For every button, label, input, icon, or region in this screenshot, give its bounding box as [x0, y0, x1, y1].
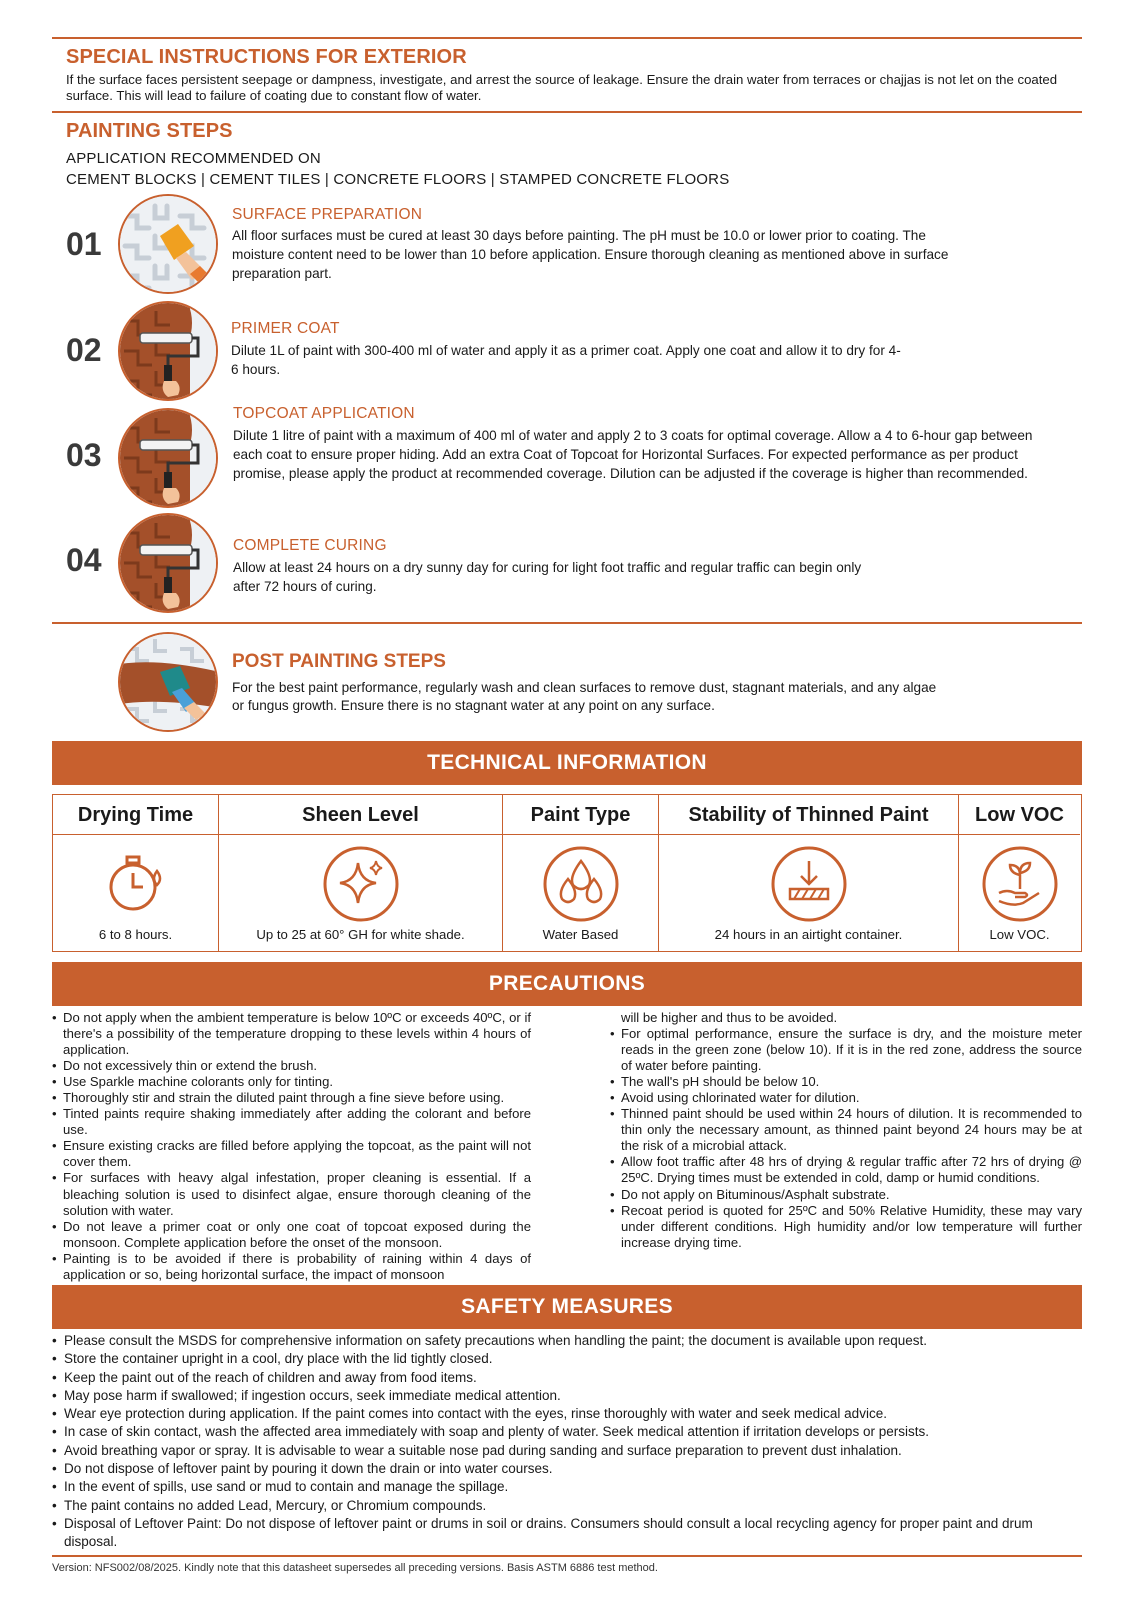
tech-head: Low VOC — [959, 795, 1080, 835]
safety-list — [52, 1332, 1082, 1552]
post-painting-title: POST PAINTING STEPS — [232, 651, 446, 672]
list-item: • Recoat period is quoted for 25ºC and 50% Relative Humidity, these may vary under different conditions. High humidity and/or low temperature will further increase drying time. — [610, 1203, 1082, 1251]
step-number: 03 — [66, 437, 102, 473]
list-item: • Wear eye protection during application. If the paint comes into contact with the eyes, rinse thoroughly with water and seek medical advice. — [52, 1405, 1082, 1423]
water-drops-icon — [542, 845, 620, 923]
tech-value: Low VOC. — [989, 927, 1050, 942]
top-rule — [52, 37, 1082, 39]
list-item: • Do not dispose of leftover paint by pouring it down the drain or into water courses. — [52, 1460, 1082, 1478]
plant-hand-icon — [981, 845, 1059, 923]
mop-cleaning-icon — [118, 632, 218, 732]
list-item: • Thoroughly stir and strain the diluted paint through a fine sieve before using. — [52, 1090, 531, 1106]
step-title: TOPCOAT APPLICATION — [233, 405, 415, 422]
step-text: Allow at least 24 hours on a dry sunny day for curing for light foot traffic and regular traffic can begin only after 72 hours of curing. — [233, 560, 862, 594]
tech-value: Water Based — [542, 927, 619, 942]
safety-title: SAFETY MEASURES — [52, 1285, 1082, 1329]
list-item: • Use Sparkle machine colorants only for tinting. — [52, 1074, 531, 1090]
step-text: All floor surfaces must be cured at least 30 days before painting. The pH must be 10.0 or lower prior to coating. The moisture content need to be lower than 10 before application. Ensure thorough cleaning as mentioned above in surface preparation part. — [232, 228, 949, 281]
step-title: SURFACE PREPARATION — [232, 206, 423, 223]
exterior-text: If the surface faces persistent seepage or dampness, investigate, and arrest the source of leakage. Ensure the drain water from terraces or chajjas is not let on the coated surface. This will lead to failure of coating due to constant flow of water. — [66, 72, 1058, 103]
sponge-cleaning-icon — [118, 194, 218, 294]
list-item: • For optimal performance, ensure the surface is dry, and the moisture meter reads in the green zone (below 10). If it is in the red zone, address the source of water before painting. — [610, 1026, 1082, 1074]
post-painting-text: For the best paint performance, regularly wash and clean surfaces to remove dust, stagnant materials, and any algae or fungus growth. Ensure there is no stagnant water at any point on any surface. — [232, 680, 937, 713]
list-item: • The paint contains no added Lead, Mercury, or Chromium compounds. — [52, 1497, 1082, 1515]
footer-rule — [52, 1555, 1082, 1557]
list-item: • Please consult the MSDS for comprehensive information on safety precautions when handling the paint; the document is available upon request. — [52, 1332, 1082, 1350]
stopwatch-icon — [97, 845, 175, 923]
precautions-left-column — [52, 1010, 531, 1283]
application-line-2: CEMENT BLOCKS | CEMENT TILES | CONCRETE FLOORS | STAMPED CONCRETE FLOORS — [66, 171, 730, 188]
technical-title: TECHNICAL INFORMATION — [52, 741, 1082, 785]
step-title: PRIMER COAT — [231, 320, 340, 337]
version-footer: Version: NFS002/08/2025. Kindly note that this datasheet supersedes all preceding versions. Basis ASTM 6886 test method. — [52, 1562, 658, 1574]
tech-head: Sheen Level — [219, 795, 502, 835]
list-item: • Allow foot traffic after 48 hrs of drying & regular traffic after 72 hrs of drying @ 25ºC. Drying times must be extended in cold, damp or humid conditions. — [610, 1154, 1082, 1186]
list-item: • Keep the paint out of the reach of children and away from food items. — [52, 1369, 1082, 1387]
step-number: 04 — [66, 542, 102, 578]
list-item: • Store the container upright in a cool, dry place with the lid tightly closed. — [52, 1350, 1082, 1368]
painting-title: PAINTING STEPS — [66, 120, 233, 142]
precautions-right-column — [610, 1010, 1082, 1251]
list-item: • In case of skin contact, wash the affected area immediately with soap and plenty of water. Seek medical attention if irritation develops or persists. — [52, 1423, 1082, 1441]
application-line-1: APPLICATION RECOMMENDED ON — [66, 150, 321, 167]
tech-col-stability — [659, 795, 959, 951]
exterior-title: SPECIAL INSTRUCTIONS FOR EXTERIOR — [66, 46, 467, 68]
list-item: • Painting is to be avoided if there is probability of raining within 4 days of application or so, being horizontal surface, the impact of monsoon — [52, 1251, 531, 1283]
paint-roller-icon — [118, 513, 218, 613]
list-item: • Do not excessively thin or extend the brush. — [52, 1058, 531, 1074]
tech-value: Up to 25 at 60° GH for white shade. — [256, 927, 465, 942]
tech-head: Drying Time — [53, 795, 218, 835]
paint-roller-icon — [118, 408, 218, 508]
list-item: • Disposal of Leftover Paint: Do not dispose of leftover paint or drums in soil or drains. Consumers should consult a local recycling agency for proper paint and drum disposal. — [52, 1515, 1082, 1552]
tech-head: Stability of Thinned Paint — [659, 795, 958, 835]
step-text: Dilute 1L of paint with 300-400 ml of water and apply it as a primer coat. Apply one coat and allow it to dry for 4-6 hours. — [231, 343, 901, 377]
divider-rule — [52, 111, 1082, 113]
list-item: • Tinted paints require shaking immediately after adding the colorant and before use. — [52, 1106, 531, 1138]
technical-table — [52, 794, 1082, 952]
list-item: • Ensure existing cracks are filled before applying the topcoat, as the paint will not cover them. — [52, 1138, 531, 1170]
step-title: COMPLETE CURING — [233, 537, 387, 554]
step-text: Dilute 1 litre of paint with a maximum of 400 ml of water and apply 2 to 3 coats for optimal coverage. Allow a 4 to 6-hour gap between each coat to ensure proper hiding. Add an extra Coat of Topcoat for Horizontal Surfaces. For expected performance as per product promise, please apply the product at recommended coverage. Dilution can be adjusted if the coverage is higher than recommended. — [233, 428, 1033, 481]
list-item: • Do not apply when the ambient temperature is below 10ºC or exceeds 40ºC, or if there's a possibility of the temperature dropping to these levels within 4 hours of application. — [52, 1010, 531, 1058]
tech-col-sheen-level — [219, 795, 503, 951]
tech-col-paint-type — [503, 795, 659, 951]
list-item: • The wall's pH should be below 10. — [610, 1074, 1082, 1090]
list-item: • Do not apply on Bituminous/Asphalt substrate. — [610, 1187, 1082, 1203]
download-tray-icon — [770, 845, 848, 923]
step-number: 01 — [66, 226, 102, 262]
list-item: • Thinned paint should be used within 24 hours of dilution. It is recommended to thin only the necessary amount, as thinned paint beyond 24 hours may be at the risk of a microbial attack. — [610, 1106, 1082, 1154]
sparkle-icon — [322, 845, 400, 923]
tech-value: 24 hours in an airtight container. — [714, 927, 903, 942]
paint-roller-icon — [118, 301, 218, 401]
list-item: • Avoid breathing vapor or spray. It is advisable to wear a suitable nose pad during sanding and surface preparation to prevent dust inhalation. — [52, 1442, 1082, 1460]
tech-col-drying-time — [53, 795, 219, 951]
tech-head: Paint Type — [503, 795, 658, 835]
list-item: • May pose harm if swallowed; if ingestion occurs, seek immediate medical attention. — [52, 1387, 1082, 1405]
list-item: • Do not leave a primer coat or only one coat of topcoat exposed during the monsoon. Complete application before the onset of the monsoon. — [52, 1219, 531, 1251]
tech-col-low-voc — [959, 795, 1080, 951]
divider-rule — [52, 622, 1082, 624]
step-number: 02 — [66, 332, 102, 368]
list-item: • For surfaces with heavy algal infestation, proper cleaning is essential. If a bleaching solution is used to disinfect algae, ensure thorough cleaning of the solution with water. — [52, 1170, 531, 1218]
list-item-continued: will be higher and thus to be avoided. — [621, 1010, 838, 1025]
list-item: • In the event of spills, use sand or mud to contain and manage the spillage. — [52, 1478, 1082, 1496]
precautions-title: PRECAUTIONS — [52, 962, 1082, 1006]
list-item: • Avoid using chlorinated water for dilution. — [610, 1090, 1082, 1106]
tech-value: 6 to 8 hours. — [98, 927, 173, 942]
